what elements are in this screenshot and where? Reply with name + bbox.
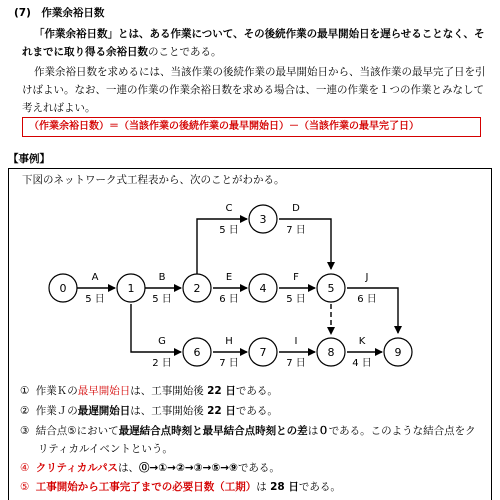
activity-J-name: J [365, 272, 369, 283]
finding-text: は、 [117, 462, 139, 474]
activity-B-name: B [158, 272, 166, 283]
finding-text: ⓪→①→②→③→⑤→⑨ [138, 462, 238, 474]
paragraph-line-1: 作業余裕日数を求めるには、当該作業の後続作業の最早開始日から、当該作業の最早完了日を引 [34, 66, 486, 78]
finding-number: ⑤ [20, 481, 33, 493]
node-6 [183, 338, 211, 366]
node-5 [317, 274, 345, 302]
activity-A-days: 5 日 [85, 294, 105, 305]
activity-E-days: 6 日 [219, 294, 239, 305]
arrow-G [131, 304, 181, 352]
finding-text: は、工事開始後 [130, 385, 208, 397]
finding-text: 28 日 [270, 481, 299, 493]
activity-A-name: A [91, 272, 99, 283]
node-3 [249, 205, 277, 233]
activity-C-days: 5 日 [219, 225, 239, 236]
finding-number: ② [20, 405, 33, 417]
definition-term: 「作業余裕日数」とは、 [34, 28, 150, 40]
finding-row [20, 480, 341, 494]
finding-text: 結合点⑤において [35, 425, 119, 437]
section-heading: (7) 作業余裕日数 [14, 7, 105, 19]
activity-I-name: I [294, 336, 298, 347]
finding-text: である。 [235, 385, 278, 397]
activity-B-days: 5 日 [152, 294, 172, 305]
activity-C-name: C [225, 203, 233, 214]
node-9 [384, 338, 412, 366]
finding-row [20, 461, 280, 475]
svg-text:4: 4 [259, 282, 267, 295]
finding-text: 最遅開始日 [77, 405, 131, 417]
finding-row [20, 384, 278, 398]
activity-F-days: 5 日 [286, 294, 306, 305]
activity-G-days: 2 日 [152, 358, 172, 369]
activity-K-name: K [358, 336, 366, 347]
finding-text: 工事開始から工事完了までの必要日数（工期） [35, 481, 257, 493]
finding-text: である。 [235, 405, 278, 417]
activity-G-name: G [158, 336, 166, 347]
finding-text: 最遅結合点時刻と最早結合点時刻との差 [118, 425, 308, 437]
finding-text: は [256, 481, 271, 493]
example-intro: 下図のネットワーク式工程表から、次のことがわかる。 [22, 174, 285, 186]
definition-body-2: れまでに取り得る余裕日数 [22, 46, 148, 58]
finding-row [38, 442, 173, 456]
svg-text:5: 5 [327, 282, 335, 295]
svg-text:2: 2 [193, 282, 201, 295]
svg-text:7: 7 [259, 346, 267, 359]
finding-text: リティカルイベントという。 [38, 443, 173, 455]
finding-text: 作業Ｋの [35, 385, 78, 397]
paragraph-line-3: 考えればよい。 [22, 102, 96, 114]
finding-text: 作業Ｊの [35, 405, 78, 417]
finding-text: 22 日 [207, 405, 236, 417]
finding-text: クリティカルパス [35, 462, 118, 474]
svg-text:9: 9 [394, 346, 402, 359]
activity-F-name: F [293, 272, 299, 283]
finding-text: ０ [318, 425, 329, 437]
svg-text:3: 3 [259, 213, 267, 226]
svg-text:1: 1 [127, 282, 135, 295]
node-1 [117, 274, 145, 302]
activity-I-days: 7 日 [286, 358, 306, 369]
finding-text: 22 日 [207, 385, 236, 397]
formula: （作業余裕日数）＝（当該作業の後続作業の最早開始日）－（当該作業の最早完了日） [29, 121, 419, 132]
activity-H-days: 7 日 [219, 358, 239, 369]
svg-text:0: 0 [59, 282, 67, 295]
definition-tail: のことである。 [148, 46, 222, 58]
finding-text: は [307, 425, 319, 437]
activity-J-days: 6 日 [357, 294, 377, 305]
finding-text: である。このような結合点をク [328, 425, 476, 437]
activity-D-name: D [292, 203, 300, 214]
finding-number: ④ [20, 462, 33, 474]
node-2 [183, 274, 211, 302]
finding-text: である。 [237, 462, 280, 474]
activity-K-days: 4 日 [352, 358, 372, 369]
node-8 [317, 338, 345, 366]
svg-text:6: 6 [193, 346, 201, 359]
example-label: 【事例】 [8, 153, 50, 165]
svg-text:8: 8 [327, 346, 335, 359]
definition-body-1: ある作業について、その後続作業の最早開始日を遅らせることなく、そ [149, 28, 485, 40]
node-7 [249, 338, 277, 366]
node-4 [249, 274, 277, 302]
activity-E-name: E [225, 272, 233, 283]
finding-text: は、工事開始後 [130, 405, 208, 417]
paragraph-line-2: けばよい。なお、一連の作業の作業余裕日数を求める場合は、一連の作業を１つの作業とみなして [22, 84, 484, 96]
finding-text: である。 [298, 481, 341, 493]
finding-row [20, 404, 278, 418]
finding-row [20, 424, 476, 438]
finding-text: 最早開始日 [77, 385, 131, 397]
finding-number: ③ [20, 425, 33, 437]
activity-D-days: 7 日 [286, 225, 306, 236]
node-0 [49, 274, 77, 302]
activity-H-name: H [225, 336, 233, 347]
finding-number: ① [20, 385, 33, 397]
